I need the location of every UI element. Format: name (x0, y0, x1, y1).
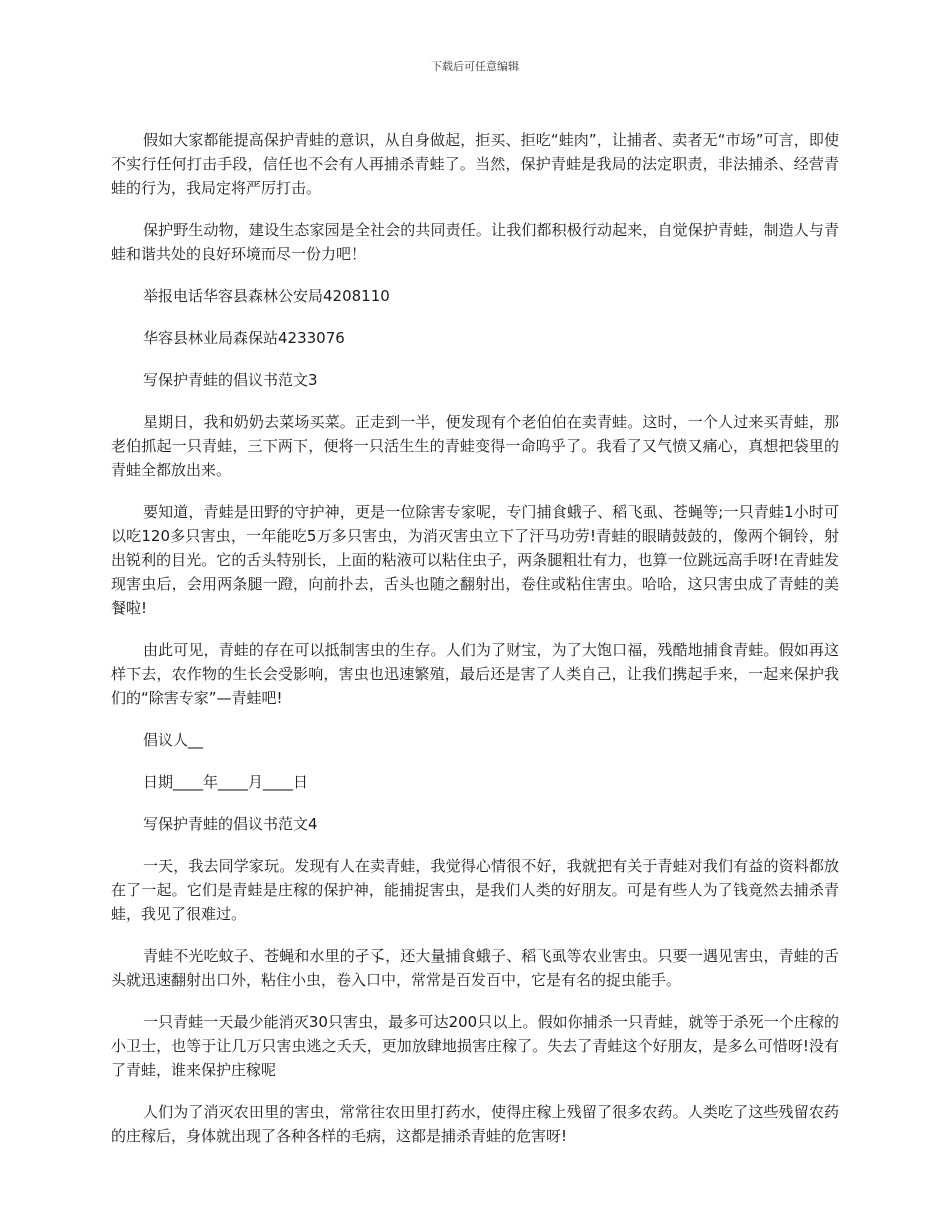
paragraph-friend-visit: 一天，我去同学家玩。发现有人在卖青蛙，我觉得心情很不好，我就把有关于青蛙对我们有益的资料都放在了一起。它们是青蛙是庄稼的保护神，能捕捉害虫，是我们人类的好朋友。可是有些人为了钱竟然去捕杀青蛙，我见了很难过。 (111, 857, 839, 923)
paragraph-frog-facts: 要知道，青蛙是田野的守护神，更是一位除害专家呢，专门捕食蛾子、稻飞虱、苍蝇等;一只青蛙1小时可以吃120多只害虫，一年能吃5万多只害虫，为消灭害虫立下了汗马功劳!青蛙的眼睛鼓鼓的，像两个铜铃，射出锐利的目光。它的舌头特别长，上面的粘液可以粘住虫子，两条腿粗壮有力，也算一位跳远高手呀!在青蛙发现害虫后，会用两条腿一蹬，向前扑去，舌头也随之翻射出，卷住或粘住害虫。哈哈，这只害虫成了青蛙的美餐啦! (111, 503, 839, 617)
paragraph-call-to-action: 保护野生动物，建设生态家园是全社会的共同责任。让我们都积极行动起来，自觉保护青蛙，制造人与青蛙和谐共处的良好环境而尽一份力吧！ (111, 221, 839, 263)
paragraph-intro-awareness: 假如大家都能提高保护青蛙的意识，从自身做起，拒买、拒吃“蛙肉”，让捕者、卖者无“市场”可言，即使不实行任何打击手段，信任也不会有人再捕杀青蛙了。当然，保护青蛙是我局的法定职责，非法捕杀、经营青蛙的行为，我局定将严厉打击。 (111, 131, 839, 197)
report-phone-forestry: 华容县林业局森保站4233076 (143, 329, 345, 347)
header-note: 下载后可任意编辑 (431, 60, 519, 73)
section-heading-4: 写保护青蛙的倡议书范文4 (143, 815, 318, 833)
document-body (111, 128, 839, 1148)
paragraph-frog-value: 一只青蛙一天最少能消灭30只害虫，最多可达200只以上。假如你捕杀一只青蛙，就等于杀死一个庄稼的小卫士，也等于让几万只害虫逃之夭夭，更加放肆地损害庄稼了。失去了青蛙这个好朋友，是多么可惜呀!没有了青蛙，谁来保护庄稼呢 (111, 1013, 839, 1079)
signature-date: 日期____年____月____日 (143, 773, 309, 791)
paragraph-frog-diet: 青蛙不光吃蚊子、苍蝇和水里的孑孓，还大量捕食蛾子、稻飞虱等农业害虫。只要一遇见害虫，青蛙的舌头就迅速翻射出口外，粘住小虫，卷入口中，常常是百发百中，它是有名的捉虫能手。 (111, 947, 839, 989)
section-heading-3: 写保护青蛙的倡议书范文3 (143, 371, 318, 389)
paragraph-pesticide-harm: 人们为了消灭农田里的害虫，常常往农田里打药水，使得庄稼上残留了很多农药。人类吃了这些残留农药的庄稼后，身体就出现了各种各样的毛病，这都是捕杀青蛙的危害呀! (111, 1103, 839, 1145)
paragraph-conclusion: 由此可见，青蛙的存在可以抵制害虫的生存。人们为了财宝，为了大饱口福，残酷地捕食青蛙。假如再这样下去，农作物的生长会受影响，害虫也迅速繁殖，最后还是害了人类自己，让我们携起手来，一起来保护我们的“除害专家”—青蛙吧! (111, 641, 839, 707)
report-phone-police: 举报电话华容县森林公安局4208110 (143, 287, 390, 305)
paragraph-market-story: 星期日，我和奶奶去菜场买菜。正走到一半，便发现有个老伯伯在卖青蛙。这时，一个人过来买青蛙，那老伯抓起一只青蛙，三下两下，便将一只活生生的青蛙变得一命呜乎了。我看了又气愤又痛心，真想把袋里的青蛙全都放出来。 (111, 413, 839, 479)
signature-initiator: 倡议人__ (143, 731, 204, 749)
